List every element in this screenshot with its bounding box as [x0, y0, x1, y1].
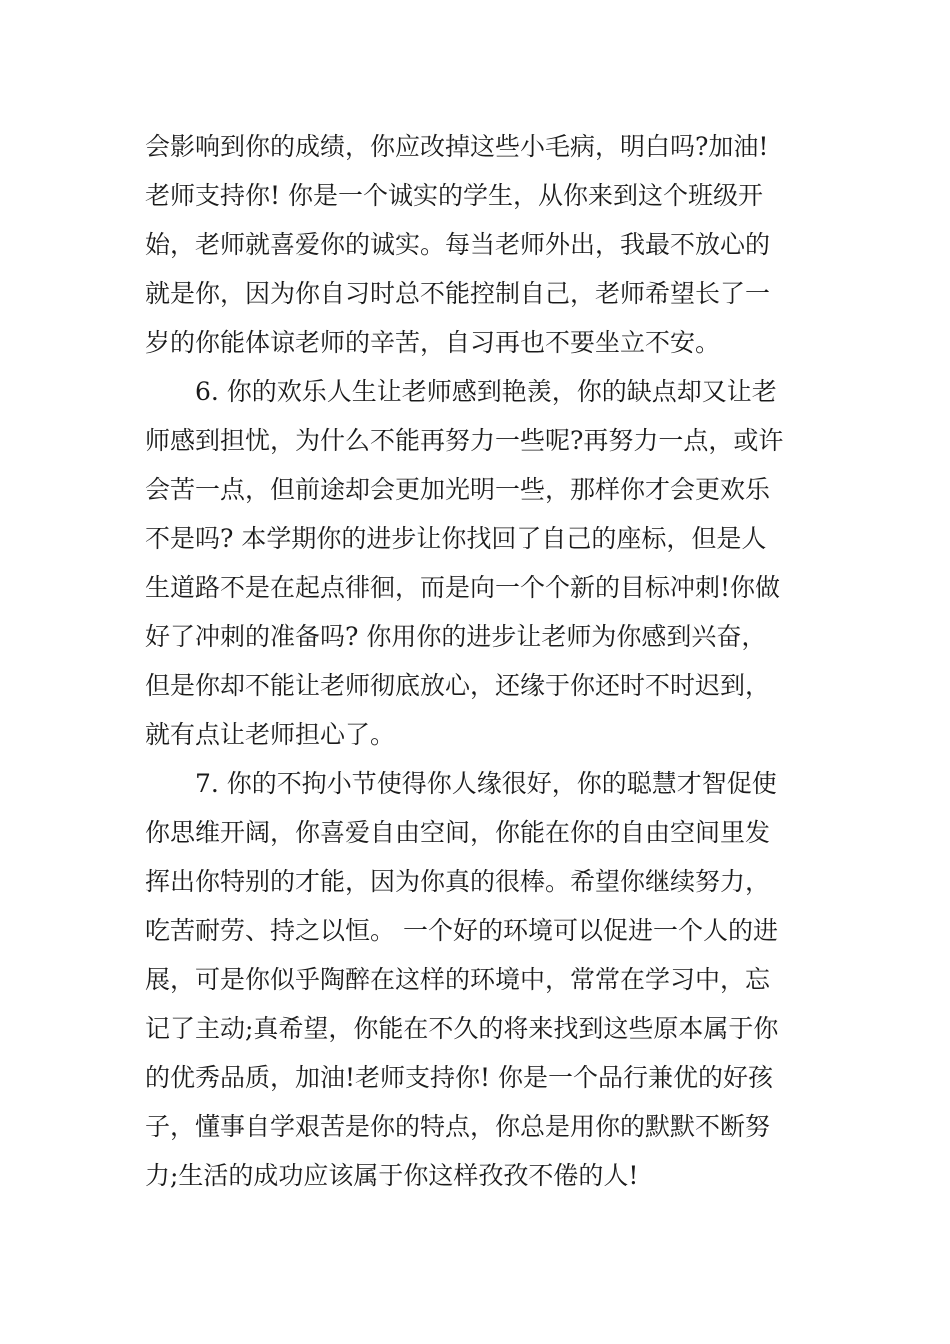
text-line: 但是你却不能让老师彻底放心，还缘于你还时不时迟到，: [145, 671, 771, 700]
text-line: 吃苦耐劳、持之以恒。 一个好的环境可以促进一个人的进: [145, 916, 778, 945]
text-line: 会影响到你的成绩，你应改掉这些小毛病，明白吗?加油!: [145, 132, 769, 161]
text-line: 老师支持你! 你是一个诚实的学生，从你来到这个班级开: [145, 181, 763, 210]
text-line: 岁的你能体谅老师的辛苦，自习再也不要坐立不安。: [145, 328, 721, 357]
text-line: 力;生活的成功应该属于你这样孜孜不倦的人!: [145, 1161, 639, 1190]
text-line: 好了冲刺的准备吗? 你用你的进步让老师为你感到兴奋，: [145, 622, 767, 651]
text-line: 生道路不是在起点徘徊，而是向一个个新的目标冲刺!你做: [145, 573, 781, 602]
text-line: 挥出你特别的才能，因为你真的很棒。希望你继续努力，: [145, 867, 771, 896]
text-line: 始，老师就喜爱你的诚实。每当老师外出，我最不放心的: [145, 230, 771, 259]
text-line: 子，懂事自学艰苦是你的特点，你总是用你的默默不断努: [145, 1112, 771, 1141]
text-line: 就是你，因为你自习时总不能控制自己，老师希望长了一: [145, 279, 771, 308]
text-line: 记了主动;真希望，你能在不久的将来找到这些原本属于你: [145, 1014, 779, 1043]
text-line: 就有点让老师担心了。: [145, 720, 396, 749]
text-line: 师感到担忧，为什么不能再努力一些呢?再努力一点，或许: [145, 426, 784, 455]
text-line: 会苦一点，但前途却会更加光明一些，那样你才会更欢乐: [145, 475, 771, 504]
paragraph-7-start: 7. 你的不拘小节使得你人缘很好，你的聪慧才智促使: [195, 769, 777, 798]
text-line: 你思维开阔，你喜爱自由空间，你能在你的自由空间里发: [145, 818, 771, 847]
paragraph-6-start: 6. 你的欢乐人生让老师感到艳羡，你的缺点却又让老: [195, 377, 777, 406]
text-line: 不是吗? 本学期你的进步让你找回了自己的座标，但是人: [145, 524, 767, 553]
text-line: 展，可是你似乎陶醉在这样的环境中，常常在学习中，忘: [145, 965, 771, 994]
document-body: [145, 122, 815, 1200]
text-line: 的优秀品质，加油!老师支持你! 你是一个品行兼优的好孩: [145, 1063, 774, 1092]
